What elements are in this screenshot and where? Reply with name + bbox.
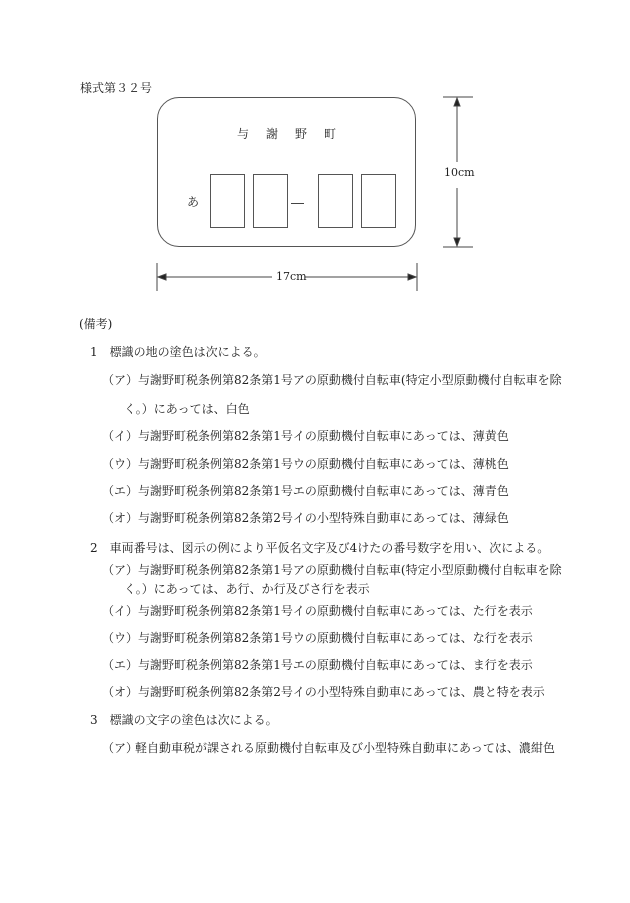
form-title: 様式第３２号	[80, 81, 153, 95]
section-3-title: 3 標識の文字の塗色は次による。	[90, 713, 278, 727]
height-label: 10cm	[444, 166, 475, 179]
item-text: 与謝野町税条例第82条第1号エの原動機付自転車にあっては、薄青色	[138, 484, 509, 498]
arrow-up-icon	[454, 98, 460, 106]
item-text: 与謝野町税条例第82条第2号イの小型特殊自動車にあっては、農と特を表示	[138, 685, 545, 699]
item-text: 軽自動車税が課される原動機付自転車及び小型特殊自動車にあっては、濃紺色	[135, 741, 555, 755]
item-label: （ア）	[102, 741, 139, 755]
item-label: （ア）	[102, 373, 139, 387]
town-char: 町	[324, 127, 337, 141]
item-text: 与謝野町税条例第82条第1号ウの原動機付自転車にあっては、薄桃色	[138, 457, 509, 471]
arrow-left-icon	[158, 274, 166, 280]
town-char: 謝	[266, 127, 279, 141]
plate-kana: あ	[187, 195, 200, 209]
item-label: （ウ）	[102, 631, 139, 645]
town-char: 野	[295, 127, 308, 141]
item-text: 与謝野町税条例第82条第1号アの原動機付自転車(特定小型原動機付自転車を除	[138, 373, 562, 387]
item-label: （オ）	[102, 511, 139, 525]
item-label: （ア）	[102, 563, 139, 577]
item-text: 与謝野町税条例第82条第1号エの原動機付自転車にあっては、ま行を表示	[138, 658, 533, 672]
item-label: （エ）	[102, 484, 139, 498]
arrow-right-icon	[408, 274, 416, 280]
item-text: 与謝野町税条例第82条第1号アの原動機付自転車(特定小型原動機付自転車を除	[138, 563, 562, 577]
item-label: （エ）	[102, 658, 139, 672]
notes-heading: (備考)	[79, 317, 113, 331]
item-label: （イ）	[102, 429, 139, 443]
town-char: 与	[237, 127, 250, 141]
section-1-title: 1 標識の地の塗色は次による。	[90, 345, 266, 359]
item-label: （オ）	[102, 685, 139, 699]
item-text: 与謝野町税条例第82条第1号イの原動機付自転車にあっては、た行を表示	[138, 604, 533, 618]
arrow-down-icon	[454, 238, 460, 246]
item-label: （イ）	[102, 604, 139, 618]
item-label: （ウ）	[102, 457, 139, 471]
item-text: 与謝野町税条例第82条第1号ウの原動機付自転車にあっては、な行を表示	[138, 631, 533, 645]
width-label: 17cm	[276, 270, 307, 283]
item-text-cont: く。）にあっては、あ行、か行及びさ行を表示	[124, 582, 370, 596]
item-text-cont: く。）にあっては、白色	[124, 402, 250, 416]
item-text: 与謝野町税条例第82条第2号イの小型特殊自動車にあっては、薄緑色	[138, 511, 509, 525]
item-text: 与謝野町税条例第82条第1号イの原動機付自転車にあっては、薄黄色	[138, 429, 509, 443]
section-2-title: 2 車両番号は、図示の例により平仮名文字及び4けたの番号数字を用い、次による。	[90, 541, 550, 555]
